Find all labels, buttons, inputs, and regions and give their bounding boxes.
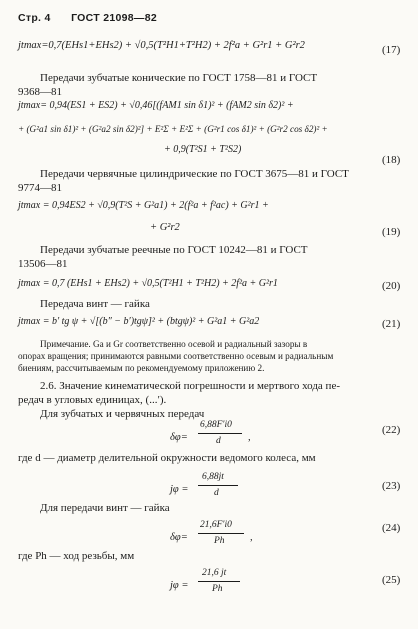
- paragraph-19-line1: Передачи червячные цилиндрические по ГОСТ 3675—81 и ГОСТ: [40, 168, 349, 180]
- section-2-6-line3: Для зубчатых и червячных передач: [40, 408, 205, 420]
- formula-24-denominator: Ph: [214, 536, 225, 546]
- page-number: Стр. 4: [18, 12, 51, 24]
- paragraph-18-line2: 9368—81: [18, 86, 62, 98]
- where-ph-definition: где Ph — ход резьбы, мм: [18, 550, 135, 562]
- formula-24-comma: ,: [250, 532, 253, 543]
- equation-number-25: (25): [382, 574, 401, 586]
- formula-25-fraction-bar: [198, 581, 240, 582]
- equation-number-19: (19): [382, 226, 401, 238]
- section-2-6-line2: редач в угловых единицах, (...′).: [18, 394, 167, 406]
- equation-number-24: (24): [382, 522, 401, 534]
- equation-number-23: (23): [382, 480, 401, 492]
- paragraph-21: Передача винт — гайка: [40, 298, 150, 310]
- note-line2: опорах вращения; принимаются равными соответственно осевым и радиальным: [18, 351, 334, 361]
- paragraph-18-line1: Передачи зубчатые конические по ГОСТ 1758—81 и ГОСТ: [40, 72, 318, 84]
- formula-24-lhs: δφ=: [170, 532, 188, 543]
- where-d-definition: где d — диаметр делительной окружности ведомого колеса, мм: [18, 452, 316, 464]
- formula-19-line1: jtmax = 0,94ES2 + √0,9(T²S + G²a1) + 2(f²a + f²ac) + G²r1 +: [18, 200, 269, 211]
- paragraph-19-line2: 9774—81: [18, 182, 62, 194]
- formula-21: jtmax = b′ tg ψ + √[(b″ − b′)tgψ]² + (btgψ)² + G²a1 + G²a2: [18, 316, 260, 327]
- formula-25-numerator: 21,6 jt: [202, 568, 227, 578]
- formula-18-line2: + (G²a1 sin δ1)² + (G²a2 sin δ2)²] + E²Σ + E²Σ + (G²r1 cos δ1)² + (G²r2 cos δ2)² +: [18, 124, 328, 134]
- paragraph-20-line1: Передачи зубчатые реечные по ГОСТ 10242—81 и ГОСТ: [40, 244, 308, 256]
- formula-20: jtmax = 0,7 (EHs1 + EHs2) + √0,5(T²H1 + T²H2) + 2f²a + G²r1: [18, 278, 278, 289]
- formula-18-line1: jtmax= 0,94(ES1 + ES2) + √0,46[(fAM1 sin δ1)² + (fAM2 sin δ2)² +: [18, 100, 294, 111]
- formula-19-line2: + G²r2: [150, 222, 180, 233]
- page-header: [18, 12, 157, 24]
- formula-22-denominator: d: [216, 436, 221, 446]
- note-line1: Примечание. Ga и Gr соответственно осевой и радиальный зазоры в: [40, 339, 308, 349]
- note-line3: биениям, рассчитываемым по рекомендуемому приложению 2.: [18, 363, 265, 373]
- formula-22-numerator: 6,88F′i0: [200, 420, 232, 430]
- section-2-6-line1: 2.6. Значение кинематической погрешности и мертвого хода пе-: [40, 380, 340, 392]
- screw-transmission-heading: Для передачи винт — гайка: [40, 502, 170, 514]
- formula-23-numerator: 6,88jt: [202, 472, 224, 482]
- standard-code: ГОСТ 21098—82: [71, 12, 157, 24]
- formula-25-denominator: Ph: [212, 584, 223, 594]
- formula-25-lhs: jφ =: [170, 580, 189, 591]
- equation-number-20: (20): [382, 280, 401, 292]
- formula-24-numerator: 21,6F′i0: [200, 520, 232, 530]
- paragraph-20-line2: 13506—81: [18, 258, 68, 270]
- equation-number-17: (17): [382, 44, 401, 56]
- formula-17: jtmax=0,7(EHs1+EHs2) + √0,5(T²H1+T²H2) + 2f²a + G²r1 + G²r2: [18, 40, 305, 51]
- formula-22-comma: ,: [248, 432, 251, 443]
- equation-number-21: (21): [382, 318, 401, 330]
- equation-number-22: (22): [382, 424, 401, 436]
- formula-22-fraction-bar: [198, 433, 242, 434]
- formula-24-fraction-bar: [198, 533, 244, 534]
- formula-22-lhs: δφ=: [170, 432, 188, 443]
- equation-number-18: (18): [382, 154, 401, 166]
- formula-23-denominator: d: [214, 488, 219, 498]
- formula-23-lhs: jφ =: [170, 484, 189, 495]
- formula-18-line3: + 0,9(T²S1 + T²S2): [164, 144, 242, 155]
- formula-23-fraction-bar: [198, 485, 238, 486]
